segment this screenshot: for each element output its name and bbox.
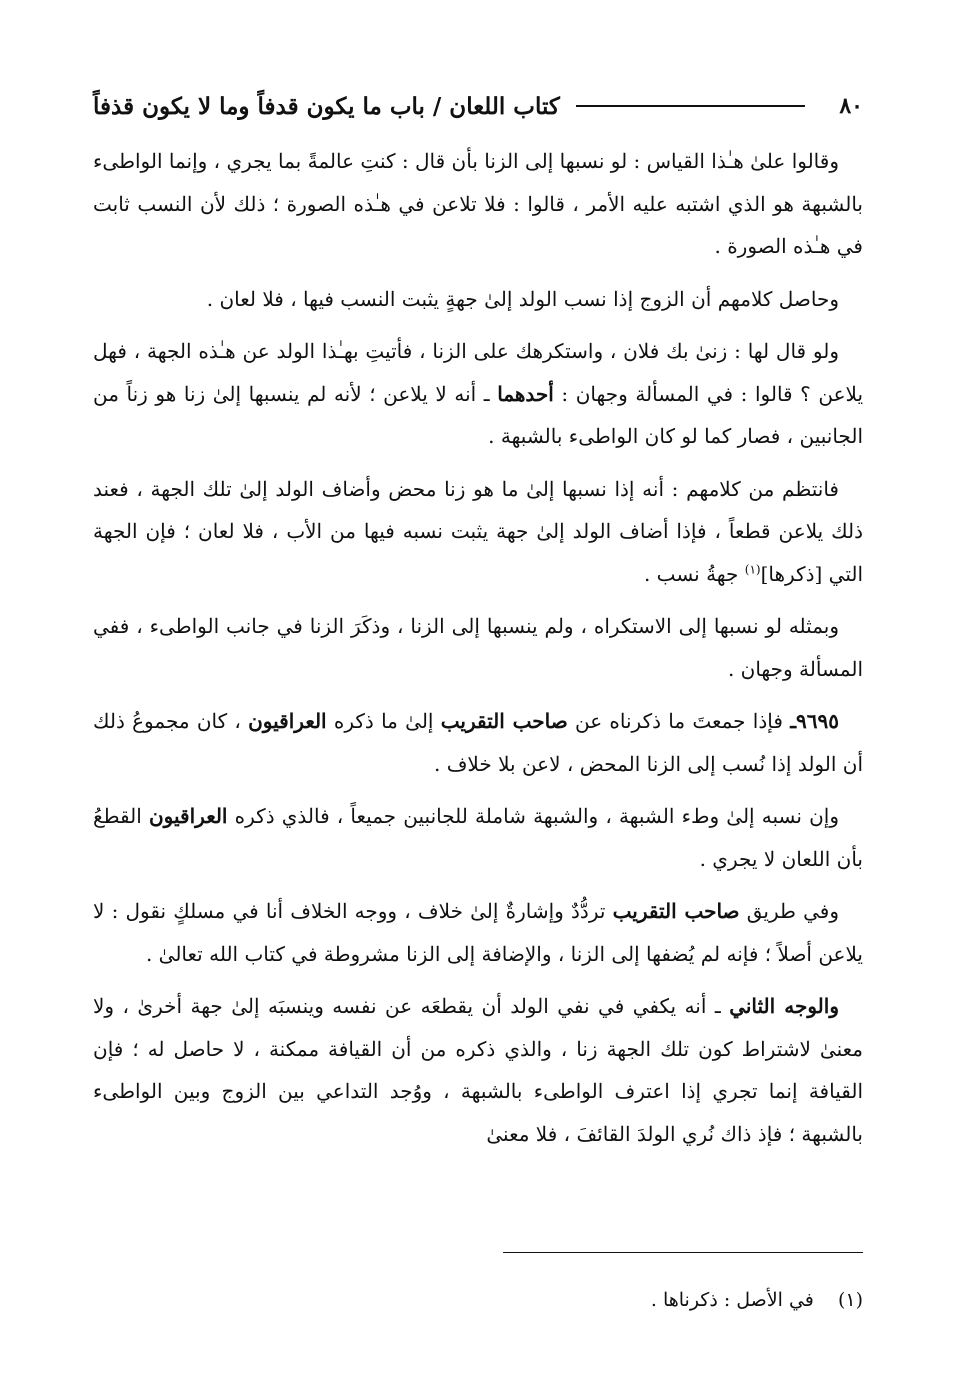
footnote xyxy=(93,1285,863,1315)
page-number: ٨٠ xyxy=(839,93,863,119)
main-text xyxy=(93,140,863,1155)
paragraph-number: ٩٦٩٥ـ xyxy=(790,709,840,733)
header-rule xyxy=(576,105,805,107)
bold-term: أحدهما xyxy=(497,381,554,406)
running-header xyxy=(93,86,863,126)
paragraph: وإن نسبه إلىٰ وطء الشبهة ، والشبهة شاملة للجانبين جميعاً ، فالذي ذكره العراقيون القطعُ بأن اللعان لا يجري . xyxy=(93,804,863,871)
bold-term: والوجه الثاني xyxy=(729,994,839,1018)
paragraph: ولو قال لها : زنىٰ بك فلان ، واستكرهك على الزنا ، فأتيتِ بهـٰذا الولد عن هـٰذه الجهة ، فهل يلاعن ؟ قالوا : في المسألة وجهان : أحدهما ـ أنه لا يلاعن ؛ لأنه لم ينسبها إلىٰ زنا هو زناً من الجانبين ، فصار كما لو كان الواطىء بالشبهة . xyxy=(93,339,864,448)
paragraph: فانتظم من كلامهم : أنه إذا نسبها إلىٰ ما هو زنا محض وأضاف الولد إلىٰ تلك الجهة ، فعند ذلك يلاعن قطعاً ، فإذا أضاف الولد إلىٰ جهة يثبت نسبه فيها من الأب ، فلا لعان ؛ فإن الجهة التي [ذكرها]$^{(١)}$ جهةُ نسب . xyxy=(93,476,863,586)
bold-term: صاحب التقريب xyxy=(440,709,568,733)
footnote-ref[interactable]: (١) xyxy=(744,561,761,576)
footnote-number: (١) xyxy=(837,1289,863,1311)
paragraph: وحاصل كلامهم أن الزوج إذا نسب الولد إلىٰ جهةٍ يثبت النسب فيها ، فلا لعان . xyxy=(206,286,839,311)
paragraph: وبمثله لو نسبها إلى الاستكراه ، ولم ينسبها إلى الزنا ، وذكَرَ الزنا في جانب الواطىء ، ففي المسألة وجهان . xyxy=(93,614,863,681)
bold-term: العراقيون xyxy=(148,804,228,828)
paragraph: وقالوا علىٰ هـٰذا القياس : لو نسبها إلى الزنا بأن قال : كنتِ عالمةً بما يجري ، وإنما الواطىء بالشبهة هو الذي اشتبه عليه الأمر ، قالوا : فلا تلاعن في هـٰذه الصورة ؛ ذلك لأن النسب ثابت في هـٰذه الصورة . xyxy=(93,149,863,258)
paragraph: والوجه الثاني ـ أنه يكفي في نفي الولد أن يقطعَه عن نفسه وينسبَه إلىٰ جهة أخرىٰ ، ولا معنىٰ لاشتراط كون تلك الجهة زنا ، والذي ذكره من أن القيافة ممكنة ، لا حاصل له ؛ فإن القيافة إنما تجري إذا اعترف الواطىء بالشبهة ، ووُجد التداعي بين الزوج وبين الواطىء بالشبهة ؛ فإذ ذاك نُري الولدَ القائفَ ، فلا معنىٰ xyxy=(93,994,863,1146)
footnote-text: في الأصل : ذكرناها . xyxy=(650,1289,814,1311)
numbered-paragraph: ٩٦٩٥ـ فإذا جمعتَ ما ذكرناه عن صاحب التقريب إلىٰ ما ذكره العراقيون ، كان مجموعُ ذلك أن الولد إذا نُسب إلى الزنا المحض ، لاعن بلا خلاف . xyxy=(93,709,863,776)
footnote-rule xyxy=(503,1252,863,1253)
bold-term: العراقيون xyxy=(248,709,327,733)
bold-term: صاحب التقريب xyxy=(612,899,740,923)
header-title: كتاب اللعان / باب ما يكون قدفاً وما لا يكون قذفاً xyxy=(93,92,560,120)
paragraph: وفي طريق صاحب التقريب تردُّدٌ وإشارةٌ إلىٰ خلاف ، ووجه الخلاف أنا في مسلكٍ نقول : لا يلاعن أصلاً ؛ فإنه لم يُضفها إلى الزنا ، والإضافة إلى الزنا مشروطة في كتاب الله تعالىٰ . xyxy=(93,899,863,966)
